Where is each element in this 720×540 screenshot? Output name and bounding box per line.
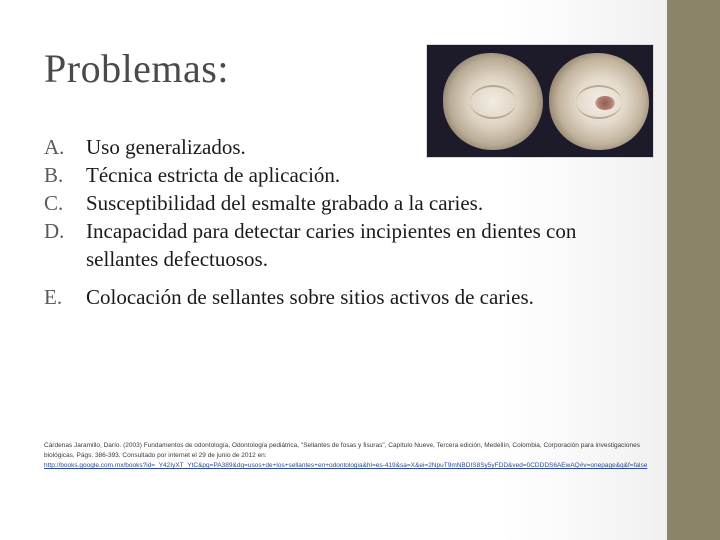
list-item — [44, 283, 644, 311]
fissure-pattern — [470, 85, 516, 119]
list-item — [44, 133, 644, 161]
accent-sidebar — [667, 0, 720, 540]
list-item — [44, 217, 644, 273]
problems-list — [44, 133, 644, 311]
list-item-text: Susceptibilidad del esmalte grabado a la caries. — [86, 191, 484, 215]
list-marker: E. — [44, 285, 63, 309]
slide-title: Problemas: — [44, 46, 229, 91]
list-item-text: Colocación de sellantes sobre sitios activos de caries. — [86, 285, 534, 309]
list-item — [44, 161, 644, 189]
citation — [44, 441, 669, 471]
caries-stain — [595, 96, 615, 110]
list-marker: D. — [44, 219, 65, 243]
list-marker: B. — [44, 163, 64, 187]
list-marker: C. — [44, 191, 64, 215]
list-item-text: Técnica estricta de aplicación. — [86, 163, 341, 187]
list-marker: A. — [44, 135, 65, 159]
list-item — [44, 189, 644, 217]
citation-link[interactable]: http://books.google.com.mx/books?id=_Y42IyXT_YtC&pg=PA389&dq=usos+de+los+sellantes+en+odontologia&hl=es-419&sa=X&ei=2NpuT9mNBDIS8Sy5yFDD&ved=0CDDDS6AEwAQ#v=onepage&q&f=false — [44, 462, 648, 469]
list-item-text: Incapacidad para detectar caries incipientes en dientes con sellantes defectuosos. — [86, 219, 577, 271]
list-item-text: Uso generalizados. — [86, 135, 246, 159]
citation-text: Cárdenas Jaramillo, Darío. (2003) Fundamentos de odontología, Odontología pediátrica, "Sellantes de fosas y fisuras", Capítulo Nueve, Tercera edición, Medellín, Colombia, Corporación para investigaciones biológicas, Págs. 386-393. Consultado por internet el 29 de junio de 2012 en: — [44, 442, 640, 459]
